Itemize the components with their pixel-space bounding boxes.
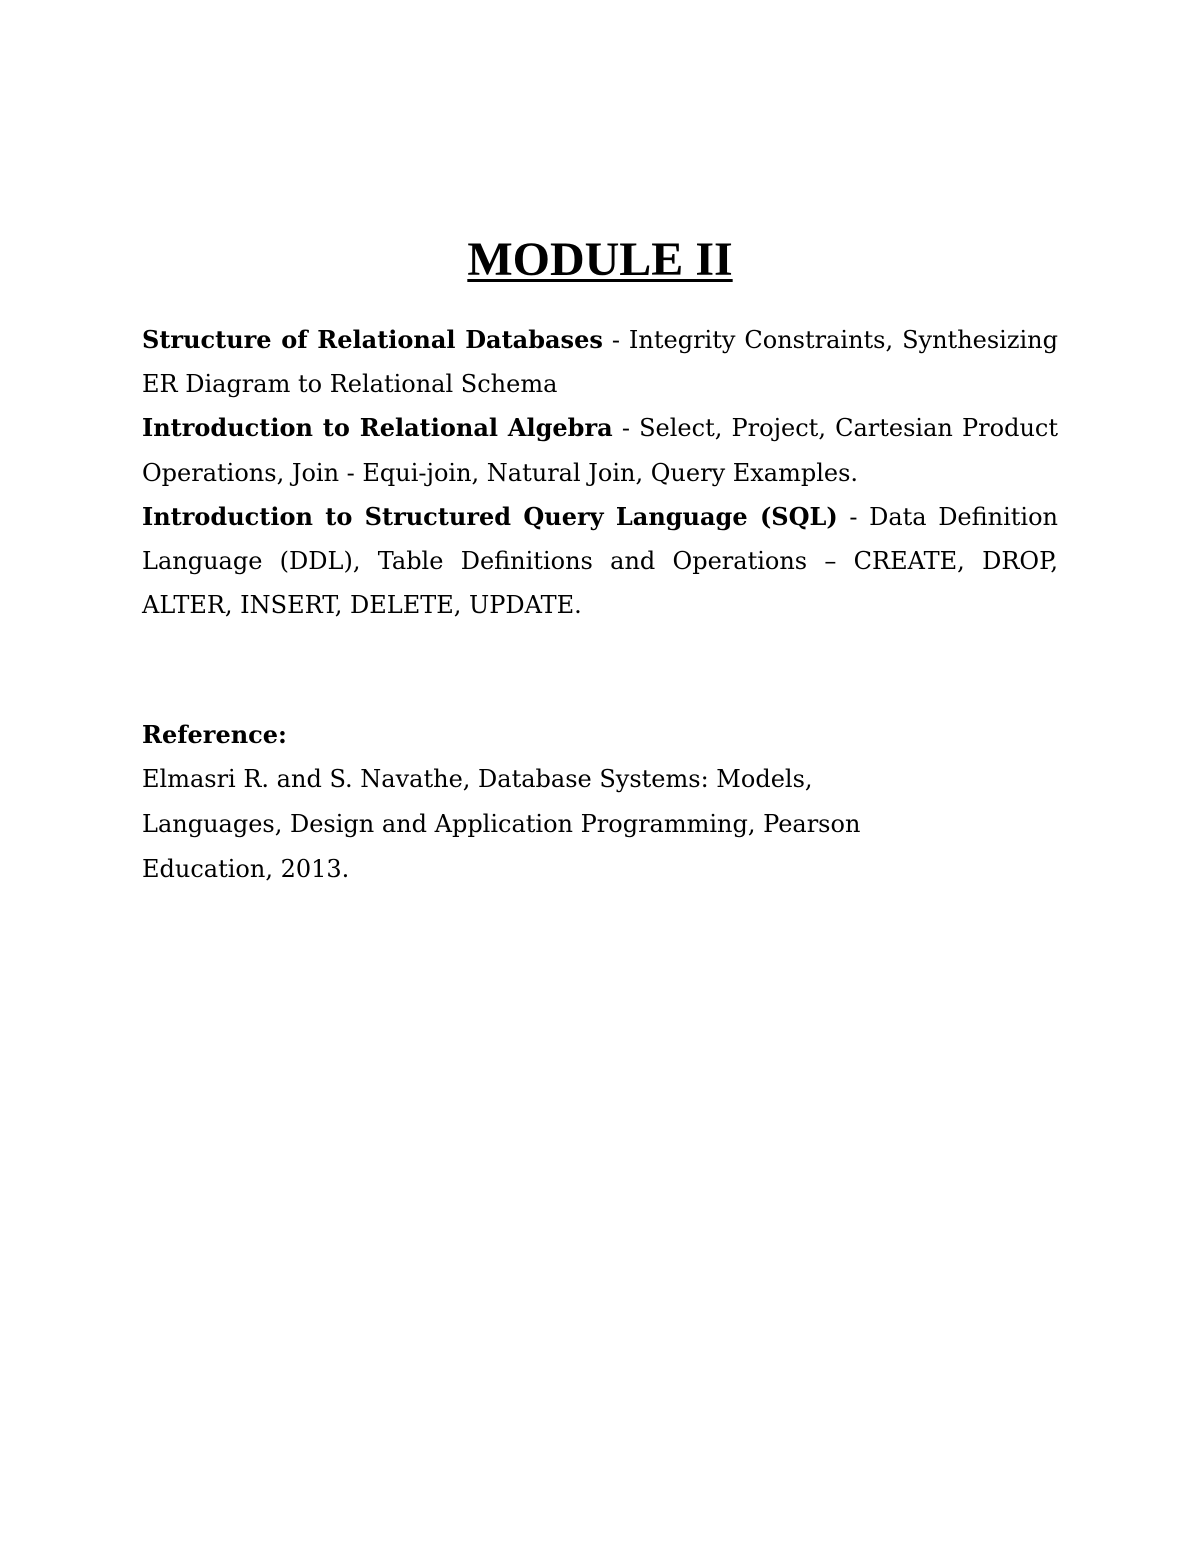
topic-heading: Structure of Relational Databases	[142, 325, 603, 354]
topic-heading: Introduction to Relational Algebra	[142, 413, 613, 443]
reference-section	[142, 712, 1058, 892]
reference-line: Elmasri R. and S. Navathe, Database Systems: Models,	[142, 765, 813, 793]
reference-heading: Reference:	[142, 720, 287, 749]
topic-paragraph-relational-algebra	[142, 406, 1058, 494]
module-title: MODULE II	[467, 233, 733, 286]
topic-body: - Select, Project, Cartesian Product Operations, Join - Equi-join, Natural Join, Query Examples.	[142, 414, 1058, 487]
topic-heading: Introduction to Structured Query Language (SQL)	[142, 501, 838, 531]
page-title	[0, 232, 1200, 288]
topic-body: - Data Definition Language (DDL), Table Definitions and Operations – CREATE, DROP, ALTER, INSERT, DELETE, UPDATE.	[142, 502, 1059, 620]
reference-line: Languages, Design and Application Programming, Pearson	[142, 810, 861, 838]
topic-paragraph-relational-structure	[142, 318, 1058, 406]
syllabus-content	[142, 318, 1058, 627]
reference-line: Education, 2013.	[142, 855, 350, 883]
topic-body: - Integrity Constraints, Synthesizing ER Diagram to Relational Schema	[142, 326, 1058, 399]
topic-paragraph-sql	[142, 495, 1058, 628]
